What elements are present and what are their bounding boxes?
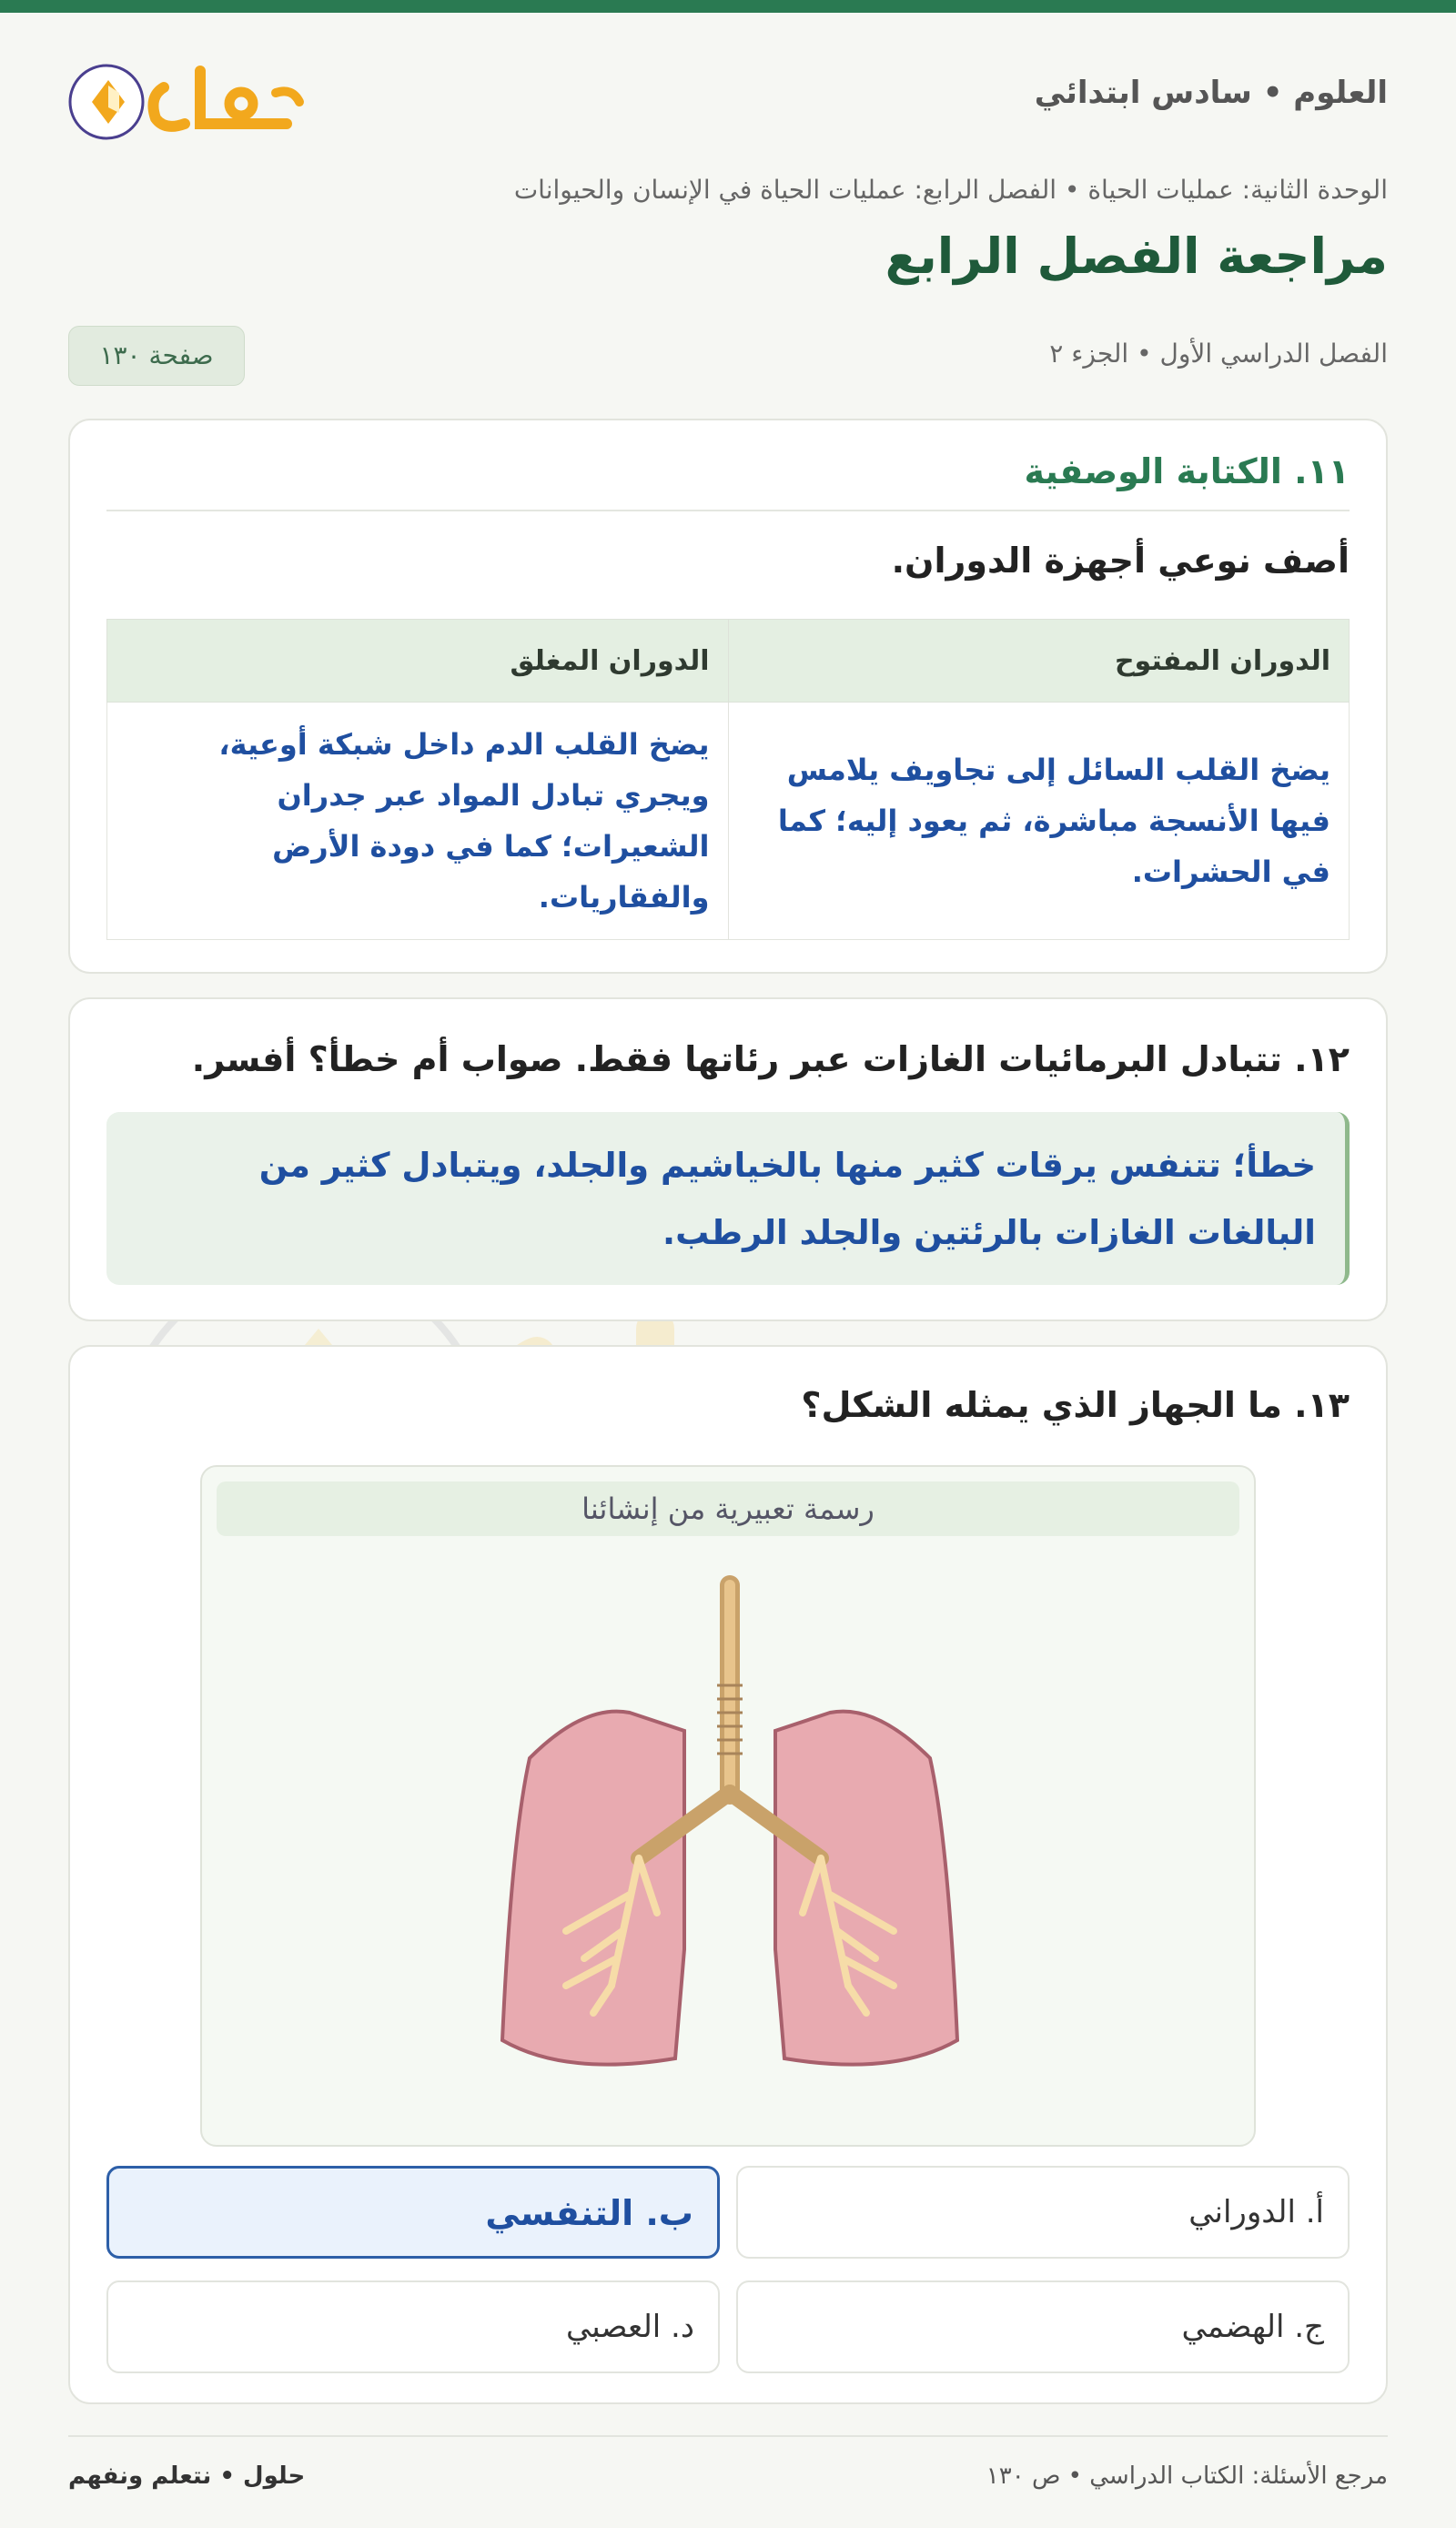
breadcrumb: الوحدة الثانية: عمليات الحياة • الفصل الرابع: عمليات الحياة في الإنسان والحيوانات: [513, 175, 1388, 205]
open-circulation-answer: يضخ القلب السائل إلى تجاويف يلامس فيها الأنسجة مباشرة، ثم يعود إليه؛ كما في الحشرات.: [728, 703, 1350, 940]
section-divider: [106, 510, 1350, 511]
subject-label: العلوم • سادس ابتدائي: [1034, 75, 1388, 111]
section-11-question: أصف نوعي أجهزة الدوران.: [891, 541, 1350, 581]
table-row: [107, 703, 1350, 940]
figure-caption: رسمة تعبيرية من إنشائنا: [217, 1481, 1239, 1536]
option-c[interactable]: ج. الهضمي: [736, 2280, 1350, 2373]
term-meta: الفصل الدراسي الأول • الجزء ٢: [1049, 339, 1388, 369]
section-12-card: [68, 997, 1388, 1321]
section-12-answer: خطأ؛ تتنفس يرقات كثير منها بالخياشيم والجلد، ويتبادل كثير من البالغات الغازات بالرئتين والجلد الرطب.: [106, 1112, 1350, 1285]
section-11-title: ١١. الكتابة الوصفية: [1024, 451, 1350, 491]
lungs-figure: [200, 1465, 1256, 2147]
option-b-selected[interactable]: ب. التنفسي: [106, 2166, 720, 2259]
section-13-card: [68, 1345, 1388, 2404]
section-11-card: [68, 419, 1388, 974]
brand-logo[interactable]: [68, 51, 314, 142]
option-a[interactable]: أ. الدوراني: [736, 2166, 1350, 2259]
page-title: مراجعة الفصل الرابع: [885, 228, 1388, 285]
section-13-question: ١٣. ما الجهاز الذي يمثله الشكل؟: [801, 1385, 1350, 1425]
closed-circulation-answer: يضخ القلب الدم داخل شبكة أوعية، ويجري تبادل المواد عبر جدران الشعيرات؛ كما في دودة الأرض والفقاريات.: [107, 703, 729, 940]
page-header: [68, 51, 1388, 142]
footer-reference: مرجع الأسئلة: الكتاب الدراسي • ص ١٣٠: [986, 2462, 1388, 2490]
logo-icon: [68, 51, 314, 142]
page-number-badge: صفحة ١٣٠: [68, 326, 245, 386]
footer-divider: [68, 2435, 1388, 2437]
top-accent-bar: [0, 0, 1456, 13]
footer-brand: حلول • نتعلم ونفهم: [68, 2462, 306, 2490]
lungs-icon: [493, 1567, 966, 2131]
circulation-table: [106, 619, 1350, 940]
table-header-open: الدوران المفتوح: [728, 620, 1350, 703]
section-12-question: ١٢. تتبادل البرمائيات الغازات عبر رئاتها فقط. صواب أم خطأ؟ أفسر.: [191, 1039, 1350, 1079]
option-d[interactable]: د. العصبي: [106, 2280, 720, 2373]
table-header-closed: الدوران المغلق: [107, 620, 729, 703]
